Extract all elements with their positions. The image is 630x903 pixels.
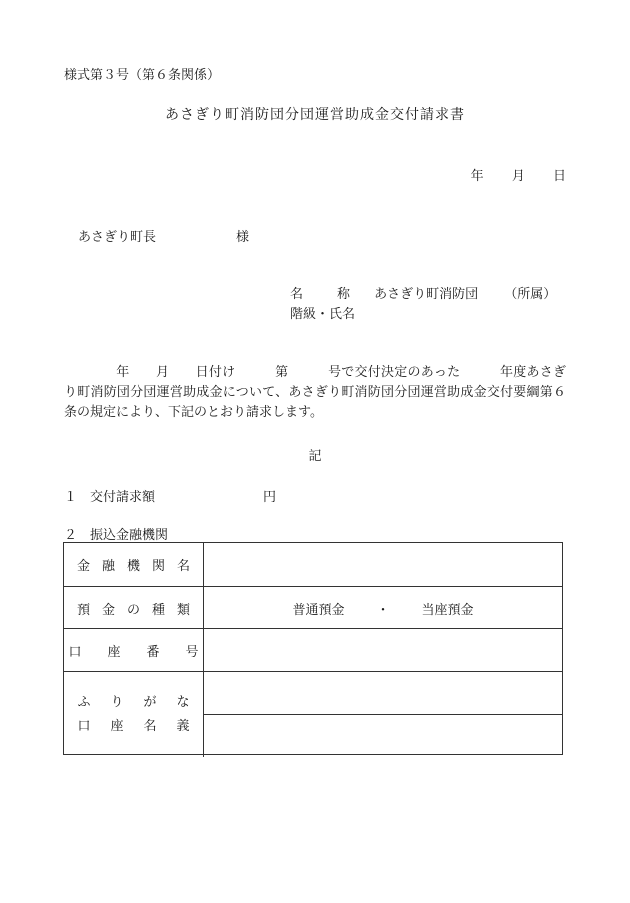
date-day[interactable]: 日: [552, 169, 566, 184]
addressee-name: あさぎり町長: [78, 230, 157, 245]
request-amount-unit[interactable]: 円: [263, 490, 277, 505]
name-label: 名称: [290, 287, 385, 302]
item-request-amount: [64, 486, 276, 505]
request-amount-label: １ 交付請求額: [64, 490, 156, 505]
form-id: 様式第３号（第６条関係）: [64, 68, 221, 83]
furigana-field[interactable]: [204, 672, 562, 714]
account-holder-field[interactable]: [204, 715, 562, 757]
date-line: [447, 165, 566, 184]
row-account-number: [64, 628, 562, 672]
account-holder-label: [64, 672, 210, 757]
row-bank-name: [64, 543, 562, 586]
document-title: あさぎり町消防団分団運営助成金交付請求書: [165, 107, 465, 123]
body-paragraph: 年 月 日付け 第 号で交付決定のあった 年度あさぎり町消防団分団運営助成金について、あさぎり町消防団分団運営助成金交付要綱第６条の規定により、下記のとおり請求します。: [64, 365, 566, 420]
account-number-field[interactable]: [204, 629, 562, 672]
option-separator: ・: [376, 602, 390, 618]
item-bank: ２ 振込金融機関: [64, 528, 169, 543]
date-month[interactable]: 月: [511, 169, 525, 184]
bank-table: [63, 542, 563, 755]
deposit-type-field: [204, 587, 562, 629]
addressee: [78, 226, 249, 245]
ki-heading: 記: [308, 449, 322, 464]
bank-name-label: 金融機関名: [64, 543, 204, 586]
date-year[interactable]: 年: [470, 169, 484, 184]
deposit-type-label: 預金の種類: [64, 587, 204, 629]
row-deposit-type: [64, 586, 562, 629]
rank-name-label[interactable]: 階級・氏名: [290, 307, 356, 322]
applicant-block: [290, 285, 556, 325]
option-checking[interactable]: 当座預金: [421, 602, 474, 618]
bank-name-field[interactable]: [204, 543, 562, 586]
account-number-label: 口座番号: [64, 629, 204, 672]
row-account-holder: [64, 671, 562, 757]
affiliation[interactable]: （所属）: [504, 287, 557, 302]
option-savings[interactable]: 普通預金: [292, 602, 345, 618]
furigana-label: ふりがな: [77, 694, 210, 710]
name-value[interactable]: あさぎり町消防団: [374, 287, 479, 302]
account-holder-label-text: 口座名義: [77, 718, 210, 734]
request-body: [64, 363, 566, 423]
addressee-honorific: 様: [236, 230, 250, 245]
